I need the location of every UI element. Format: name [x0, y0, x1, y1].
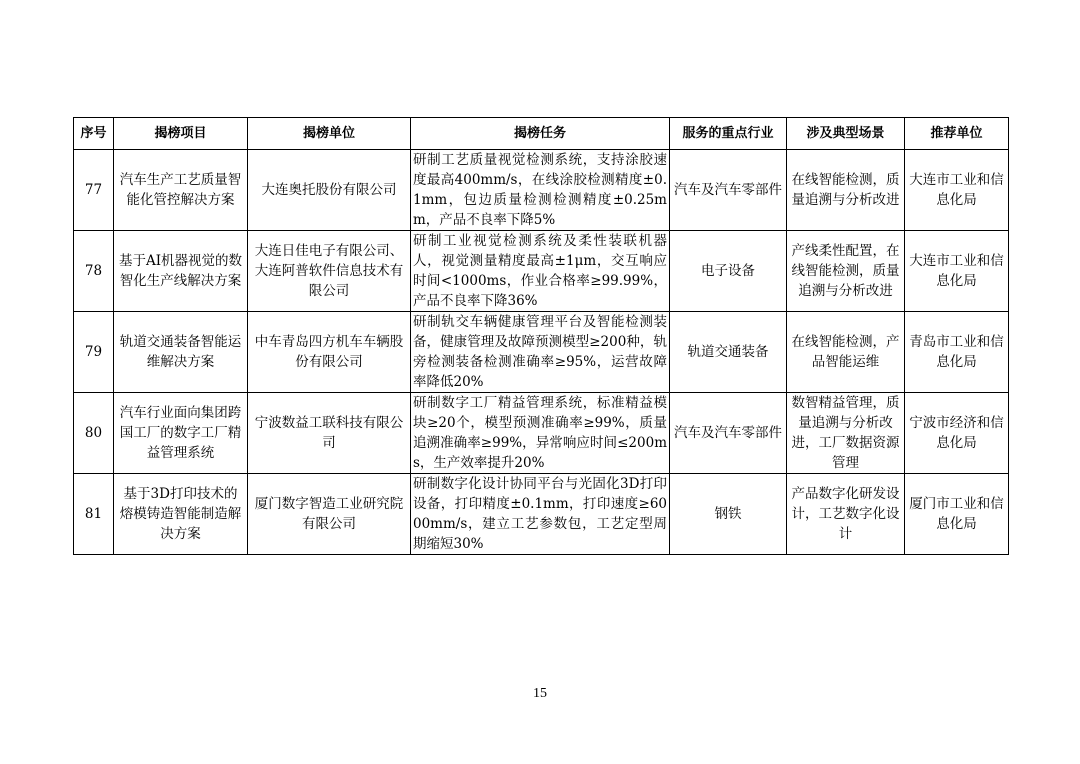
header-project: 揭榜项目	[114, 118, 248, 150]
cell-no: 78	[74, 231, 114, 312]
cell-unit: 宁波数益工联科技有限公司	[248, 393, 411, 474]
header-unit: 揭榜单位	[248, 118, 411, 150]
cell-scene: 数智精益管理，质量追溯与分析改进，工厂数据资源管理	[787, 393, 905, 474]
table-row	[74, 150, 1009, 231]
cell-no: 79	[74, 312, 114, 393]
cell-scene: 在线智能检测，产品智能运维	[787, 312, 905, 393]
cell-recommender: 厦门市工业和信息化局	[905, 474, 1009, 555]
cell-industry: 汽车及汽车零部件	[670, 150, 787, 231]
cell-unit: 大连奥托股份有限公司	[248, 150, 411, 231]
cell-no: 80	[74, 393, 114, 474]
cell-recommender: 宁波市经济和信息化局	[905, 393, 1009, 474]
cell-task: 研制轨交车辆健康管理平台及智能检测装备，健康管理及故障预测模型≥200种，轨旁检测装备检测准确率≥95%，运营故障率降低20%	[411, 312, 670, 393]
cell-industry: 钢铁	[670, 474, 787, 555]
cell-project: 基于3D打印技术的熔模铸造智能制造解决方案	[114, 474, 248, 555]
cell-industry: 汽车及汽车零部件	[670, 393, 787, 474]
cell-industry: 电子设备	[670, 231, 787, 312]
cell-scene: 在线智能检测，质量追溯与分析改进	[787, 150, 905, 231]
cell-recommender: 青岛市工业和信息化局	[905, 312, 1009, 393]
cell-recommender: 大连市工业和信息化局	[905, 150, 1009, 231]
cell-scene: 产品数字化研发设计，工艺数字化设计	[787, 474, 905, 555]
table-row	[74, 393, 1009, 474]
cell-recommender: 大连市工业和信息化局	[905, 231, 1009, 312]
cell-unit: 中车青岛四方机车车辆股份有限公司	[248, 312, 411, 393]
page-number: 15	[533, 686, 547, 701]
table-row	[74, 312, 1009, 393]
cell-no: 81	[74, 474, 114, 555]
cell-project: 基于AI机器视觉的数智化生产线解决方案	[114, 231, 248, 312]
table-row	[74, 474, 1009, 555]
header-no: 序号	[74, 118, 114, 150]
cell-unit: 厦门数字智造工业研究院有限公司	[248, 474, 411, 555]
cell-task: 研制工业视觉检测系统及柔性装联机器人，视觉测量精度最高±1μm，交互响应时间<1000ms，作业合格率≥99.99%，产品不良率下降36%	[411, 231, 670, 312]
table-row	[74, 231, 1009, 312]
cell-no: 77	[74, 150, 114, 231]
cell-scene: 产线柔性配置，在线智能检测，质量追溯与分析改进	[787, 231, 905, 312]
cell-task: 研制数字化设计协同平台与光固化3D打印设备，打印精度±0.1mm，打印速度≥6000mm/s，建立工艺参数包，工艺定型周期缩短30%	[411, 474, 670, 555]
header-task: 揭榜任务	[411, 118, 670, 150]
projects-table	[73, 117, 1009, 555]
header-industry: 服务的重点行业	[670, 118, 787, 150]
cell-unit: 大连日佳电子有限公司、大连阿普软件信息技术有限公司	[248, 231, 411, 312]
table-header-row	[74, 118, 1009, 150]
cell-project: 汽车生产工艺质量智能化管控解决方案	[114, 150, 248, 231]
cell-project: 汽车行业面向集团跨国工厂的数字工厂精益管理系统	[114, 393, 248, 474]
cell-task: 研制工艺质量视觉检测系统，支持涂胶速度最高400mm/s，在线涂胶检测精度±0.1mm，包边质量检测检测精度±0.25mm，产品不良率下降5%	[411, 150, 670, 231]
cell-project: 轨道交通装备智能运维解决方案	[114, 312, 248, 393]
cell-task: 研制数字工厂精益管理系统，标准精益模块≥20个，模型预测准确率≥99%，质量追溯准确率≥99%，异常响应时间≤200ms，生产效率提升20%	[411, 393, 670, 474]
header-recommender: 推荐单位	[905, 118, 1009, 150]
header-scene: 涉及典型场景	[787, 118, 905, 150]
cell-industry: 轨道交通装备	[670, 312, 787, 393]
